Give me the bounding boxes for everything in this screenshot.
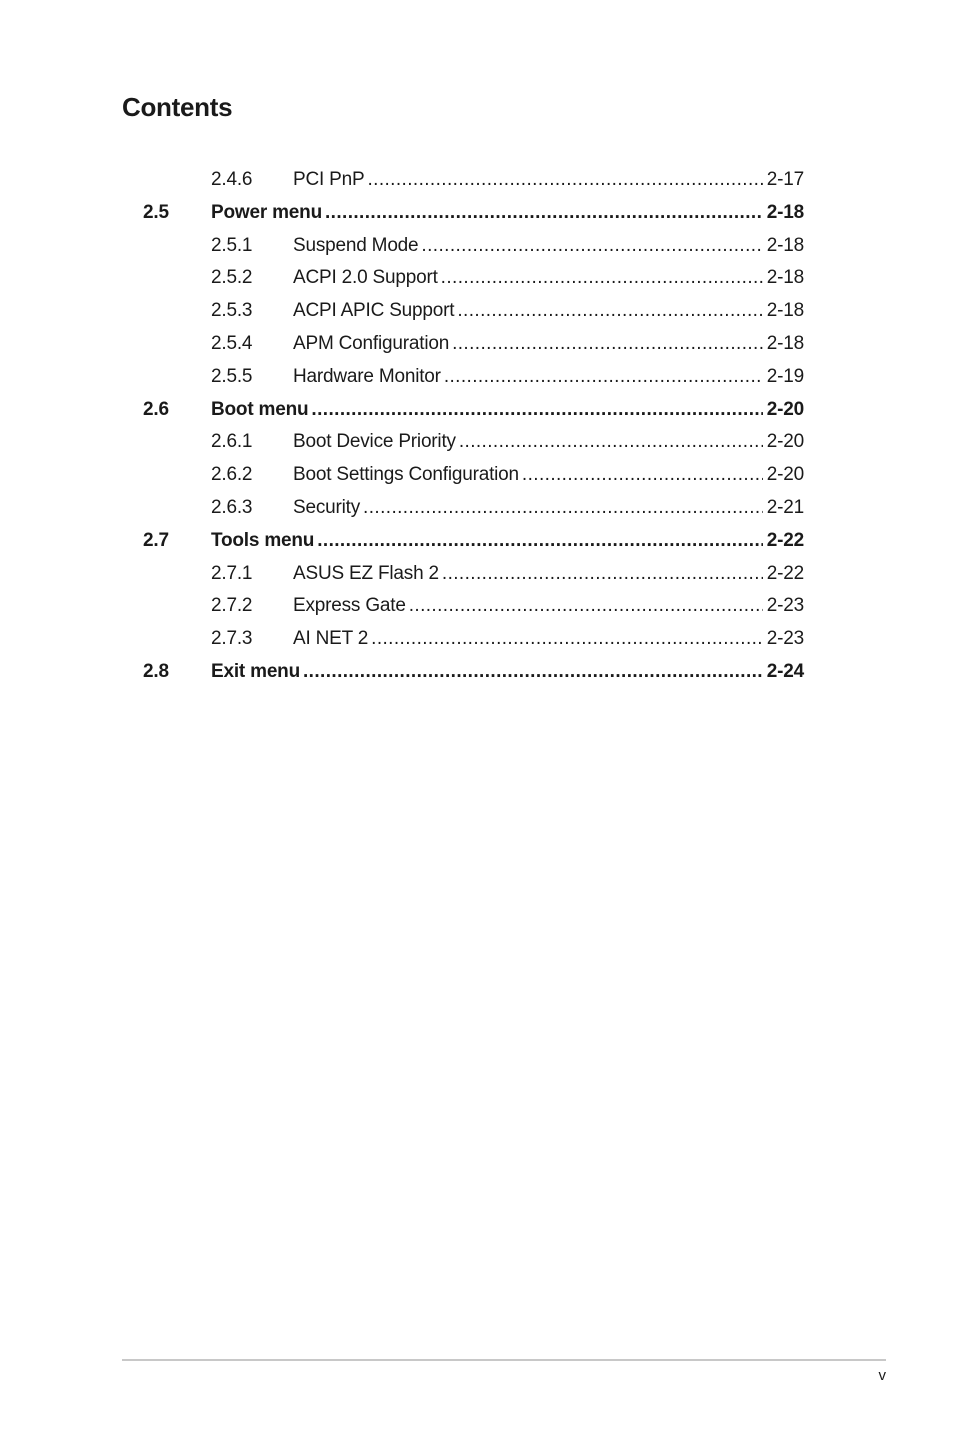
table-of-contents xyxy=(143,164,804,689)
toc-entry-number: 2.7 xyxy=(143,529,169,551)
toc-entry-2-4-6[interactable] xyxy=(143,164,804,197)
toc-entry-2-5-2[interactable] xyxy=(143,262,804,295)
dot-leader xyxy=(303,656,763,688)
toc-entry-label: Tools menu xyxy=(211,529,315,551)
toc-entry-label: Suspend Mode xyxy=(293,234,419,256)
toc-entry-2-5-1[interactable] xyxy=(143,230,804,263)
toc-entry-2-6[interactable] xyxy=(143,394,804,427)
toc-entry-page: 2-18 xyxy=(766,332,804,354)
toc-entry-number: 2.6.1 xyxy=(211,431,253,453)
dot-leader xyxy=(441,262,763,294)
toc-entry-label: Exit menu xyxy=(211,660,300,682)
toc-entry-2-5-4[interactable] xyxy=(143,328,804,361)
toc-entry-label: ASUS EZ Flash 2 xyxy=(293,562,439,584)
toc-entry-number: 2.5.2 xyxy=(211,267,253,289)
dot-leader xyxy=(459,426,763,458)
toc-entry-label: AI NET 2 xyxy=(293,628,369,650)
toc-entry-2-5-3[interactable] xyxy=(143,295,804,328)
dot-leader xyxy=(522,459,763,491)
toc-entry-2-5-5[interactable] xyxy=(143,361,804,394)
toc-entry-number: 2.8 xyxy=(143,660,169,682)
toc-entry-page: 2-20 xyxy=(766,431,804,453)
toc-entry-number: 2.6 xyxy=(143,398,169,420)
toc-entry-number: 2.5.4 xyxy=(211,332,253,354)
footer-page-number: v xyxy=(878,1367,886,1384)
toc-entry-label: Security xyxy=(293,496,361,518)
toc-entry-label: ACPI 2.0 Support xyxy=(293,267,438,289)
dot-leader xyxy=(457,295,762,327)
toc-entry-page: 2-23 xyxy=(766,595,804,617)
toc-entry-label: ACPI APIC Support xyxy=(293,300,455,322)
toc-entry-number: 2.7.3 xyxy=(211,628,253,650)
dot-leader xyxy=(452,328,763,360)
toc-entry-number: 2.5.5 xyxy=(211,365,253,387)
dot-leader xyxy=(442,558,763,590)
toc-entry-2-6-3[interactable] xyxy=(143,492,804,525)
toc-entry-page: 2-18 xyxy=(766,201,804,223)
dot-leader xyxy=(363,492,763,524)
toc-entry-number: 2.6.3 xyxy=(211,496,253,518)
dot-leader xyxy=(317,525,763,557)
page-title: Contents xyxy=(122,92,233,122)
dot-leader xyxy=(371,623,763,655)
toc-entry-label: Hardware Monitor xyxy=(293,365,441,387)
footer-divider xyxy=(122,1359,886,1361)
toc-entry-2-5[interactable] xyxy=(143,197,804,230)
dot-leader xyxy=(421,230,762,262)
toc-entry-page: 2-18 xyxy=(766,267,804,289)
toc-entry-page: 2-21 xyxy=(766,496,804,518)
toc-entry-label: Power menu xyxy=(211,201,322,223)
toc-entry-number: 2.5.3 xyxy=(211,300,253,322)
toc-entry-page: 2-23 xyxy=(766,628,804,650)
toc-entry-number: 2.4.6 xyxy=(211,169,253,190)
toc-entry-2-7-3[interactable] xyxy=(143,623,804,656)
toc-entry-number: 2.5.1 xyxy=(211,234,253,256)
toc-entry-label: Boot menu xyxy=(211,398,309,420)
toc-entry-2-6-1[interactable] xyxy=(143,426,804,459)
toc-entry-2-8[interactable] xyxy=(143,656,804,689)
toc-entry-page: 2-17 xyxy=(766,169,804,190)
toc-entry-label: Boot Device Priority xyxy=(293,431,456,453)
toc-entry-number: 2.5 xyxy=(143,201,169,223)
dot-leader xyxy=(409,590,763,622)
toc-entry-2-6-2[interactable] xyxy=(143,459,804,492)
toc-entry-page: 2-20 xyxy=(766,398,804,420)
toc-entry-page: 2-24 xyxy=(766,660,804,682)
dot-leader xyxy=(311,394,762,426)
toc-entry-page: 2-20 xyxy=(766,464,804,486)
toc-entry-2-7-1[interactable] xyxy=(143,558,804,591)
toc-entry-number: 2.6.2 xyxy=(211,464,253,486)
toc-entry-page: 2-19 xyxy=(766,365,804,387)
toc-entry-page: 2-22 xyxy=(766,562,804,584)
toc-entry-label: Boot Settings Configuration xyxy=(293,464,519,486)
toc-entry-page: 2-22 xyxy=(766,529,804,551)
toc-entry-label: Express Gate xyxy=(293,595,406,617)
dot-leader xyxy=(367,164,762,196)
toc-entry-label: APM Configuration xyxy=(293,332,450,354)
toc-entry-label: PCI PnP xyxy=(293,169,365,190)
toc-entry-2-7-2[interactable] xyxy=(143,590,804,623)
toc-entry-page: 2-18 xyxy=(766,234,804,256)
toc-entry-2-7[interactable] xyxy=(143,525,804,558)
toc-entry-number: 2.7.1 xyxy=(211,562,253,584)
toc-entry-page: 2-18 xyxy=(766,300,804,322)
toc-entry-number: 2.7.2 xyxy=(211,595,253,617)
dot-leader xyxy=(325,197,763,229)
dot-leader xyxy=(444,361,763,393)
